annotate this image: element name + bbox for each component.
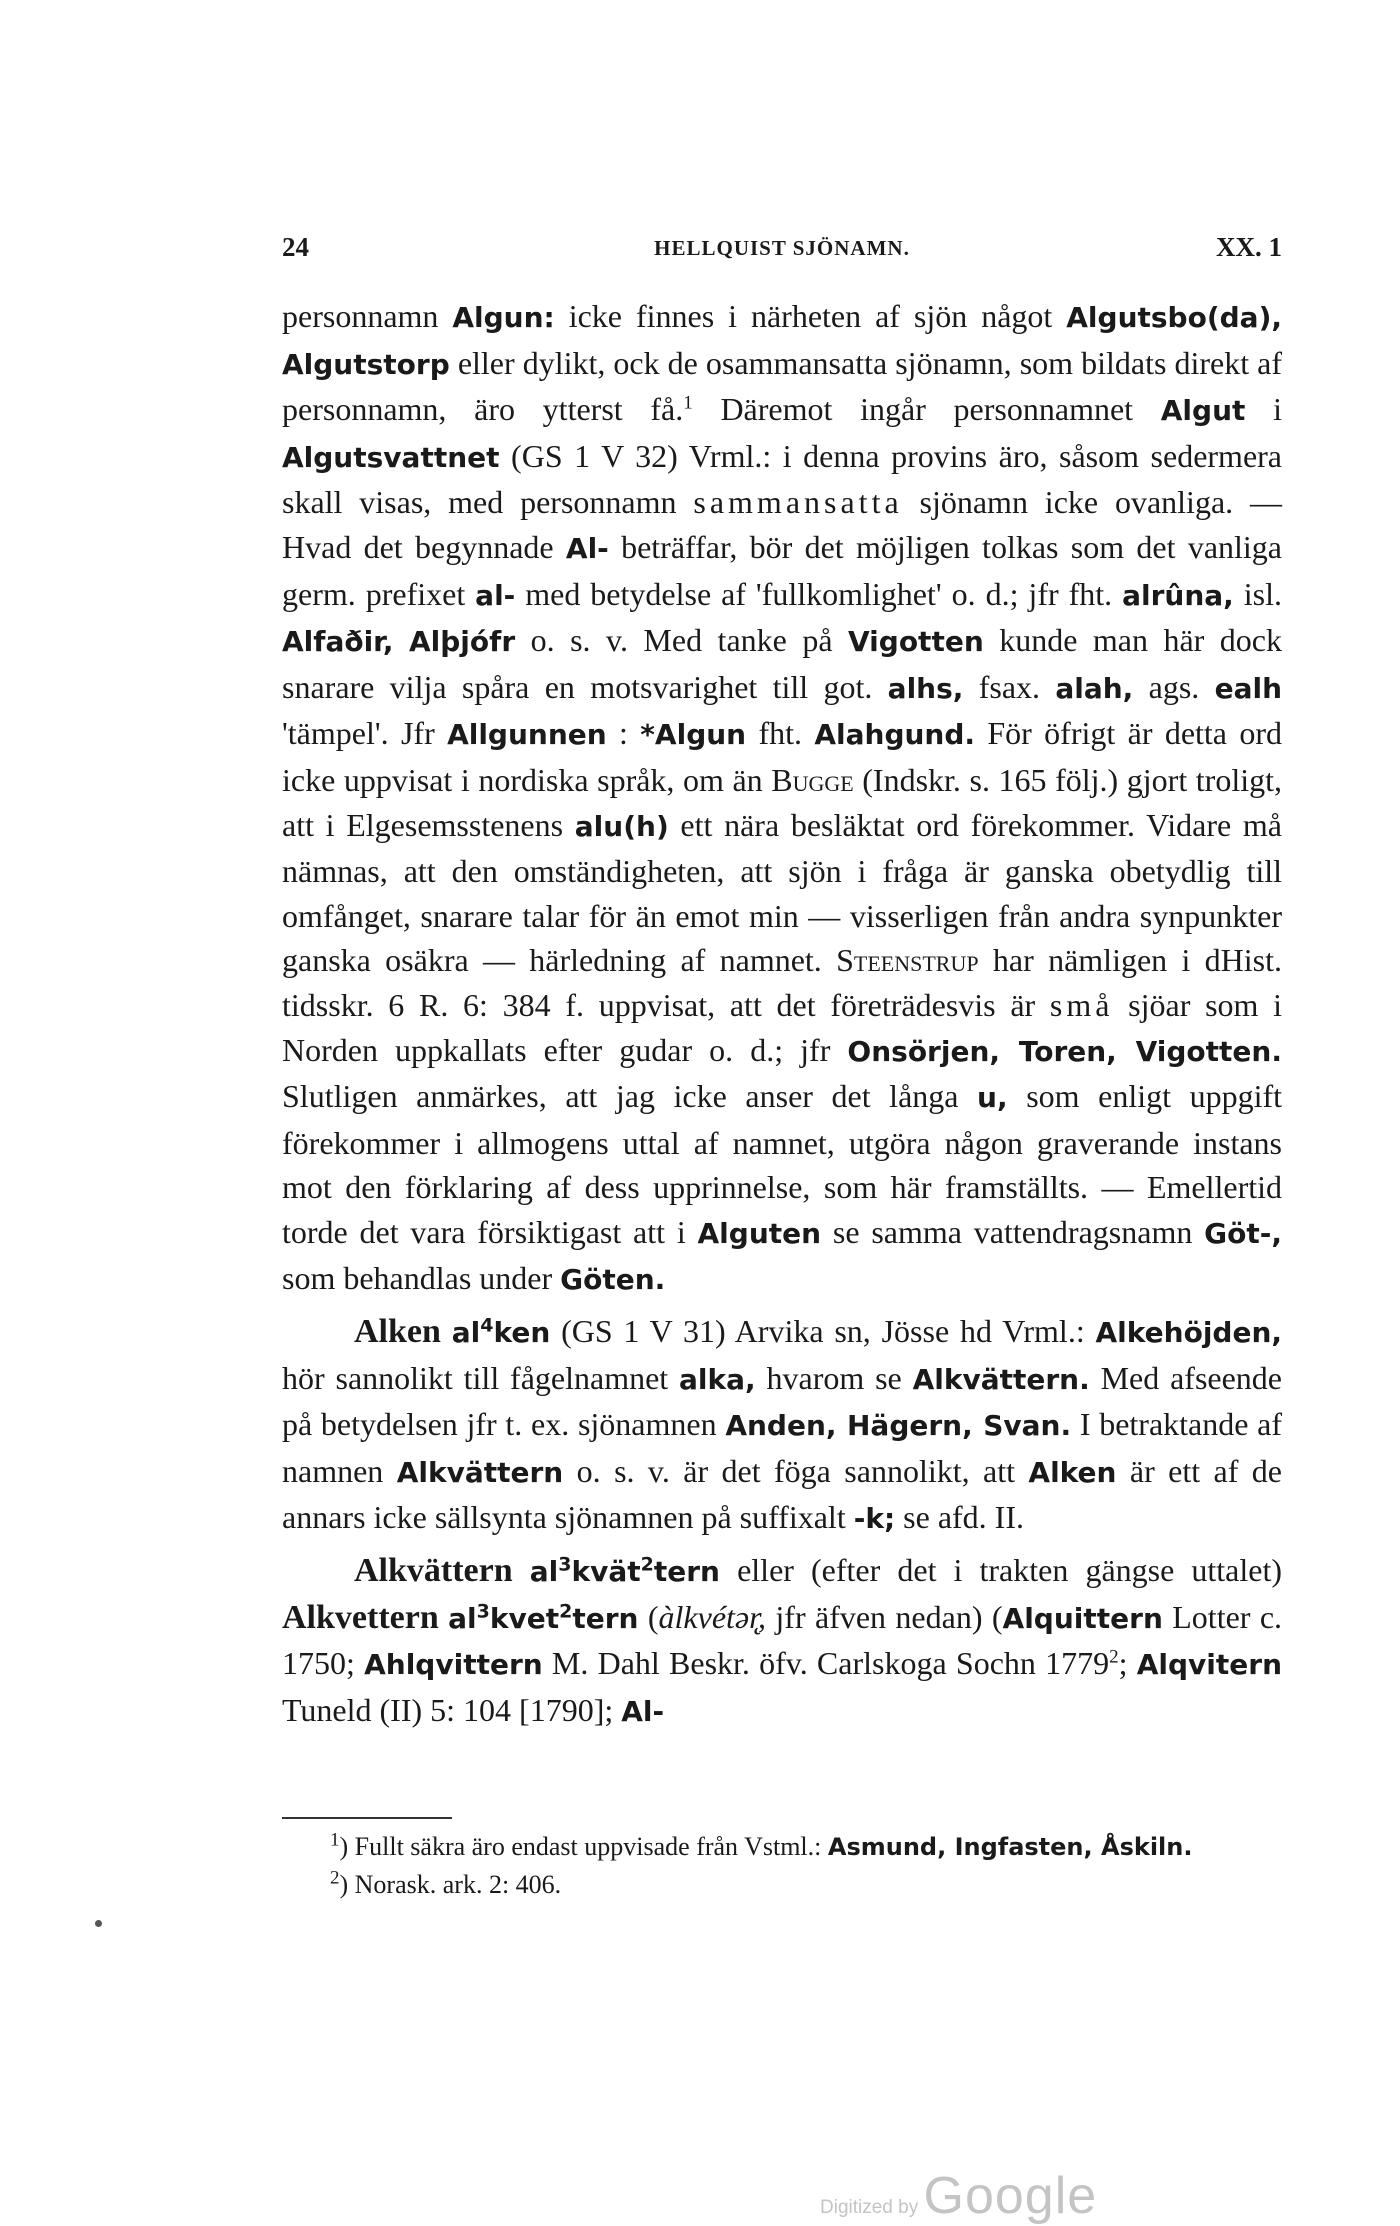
spaced-emphasis: sammansatta (693, 484, 903, 521)
footnote-ref: 1 (683, 392, 693, 414)
running-title: HELLQUIST SJÖNAMN. (654, 236, 910, 260)
footnote: $^2$) Norask. ark. 2: 406. (330, 1867, 562, 1899)
footnotes (282, 1828, 1282, 1904)
watermark-prefix: Digitized by (820, 2197, 924, 2218)
place-name: Alken (1028, 1455, 1117, 1489)
entry-alken: Alken $al^4ken$ (GS 1 V 31) Arvika sn, Jösse hd Vrml.: Alkehöjden, hör sannolikt till fågelnamnet alka, hvarom se Alkvättern. Med afseende på betydelsen jfr t. ex. sjönamnen Anden, Hägern, Svan. I betraktande af namnen Alkvättern o. s. v. är det föga sannolikt, att Alken är ett af de annars icke sällsynta sjönamnen på suffixalt -k; se afd. II. (282, 1313, 1283, 1536)
page-number: 24 (282, 232, 309, 262)
word-form: *Algun (640, 718, 747, 752)
google-logo: Google (923, 2167, 1098, 2225)
pronunciation: $al^3kvät^2tern$ (529, 1553, 720, 1589)
place-name: Alguten (697, 1216, 822, 1250)
place-name: Göten. (560, 1263, 666, 1297)
word-form: alhs, (887, 671, 964, 705)
word-form: alka, (679, 1362, 756, 1396)
entry-variant: Alkvettern (282, 1598, 439, 1636)
place-name: Onsörjen, Toren, Vigotten. (847, 1034, 1282, 1068)
margin-speck (95, 1920, 102, 1927)
place-name: Vigotten (848, 625, 984, 659)
entry-alkvattern: Alkvättern $al^3kvät^2tern$ eller (efter det i trakten gängse uttalet) Alkvettern $al^3kvet^2tern$ (àlkvétər̨, jfr äfven nedan) (Alquittern Lotter c. 1750; Ahlqvittern M. Dahl Beskr. öfv. Carlskoga Sochn 1779$^2$; Alqvitern Tuneld (II) 5: 104 [1790]; Al- (282, 1552, 1283, 1728)
section-number: XX. 1 (1216, 232, 1282, 262)
spaced-emphasis: små (1049, 986, 1114, 1023)
digitizer-watermark (820, 2166, 1097, 2226)
phonetic-transcription: àlkvétər̨, (658, 1598, 767, 1635)
place-name: Al- (565, 531, 609, 565)
historic-form: Alqvitern (1136, 1648, 1283, 1682)
pronunciation: $al^4ken$ (451, 1314, 551, 1350)
historic-form: Al- (621, 1694, 665, 1728)
place-name: Alkvättern. (912, 1362, 1090, 1396)
place-name: Algutsvattnet (282, 440, 500, 474)
word-form: -k; (853, 1502, 896, 1536)
word-form: Alahgund. (814, 718, 976, 752)
footnote-ref: 2 (1109, 1646, 1119, 1668)
paragraph-algun: personnamn Algun: icke finnes i närheten af sjön något Algutsbo(da), Algutstorp eller dylikt, ock de osammansatta sjönamn, som bildats direkt af personnamn, äro ytterst få.$^1$ Däremot ingår personnamnet Algut i Algutsvattnet (GS 1 V 32) Vrml.: i denna provins äro, såsom sedermera skall visas, med personnamn sammansatta sjönamn icke ovanliga. — Hvad det begynnade Al- beträffar, bör det möjligen tolkas som det vanliga germ. prefixet al- med betydelse af 'fullkomlighet' o. d.; jfr fht. alrûna, isl. Alfaðir, Alþjófr o. s. v. Med tanke på Vigotten kunde man här dock snarare vilja spåra en motsvarighet till got. alhs, fsax. alah, ags. ealh 'tämpel'. Jfr Allgunnen : *Algun fht. Alahgund. För öfrigt är detta ord icke uppvisat i nordiska språk, om än Bugge (Indskr. s. 165 följ.) gjort troligt, att i Elgesemsstenens alu(h) ett nära besläktat ord förekommer. Vidare må nämnas, att den omständigheten, att sjön i fråga är ganska obetydlig till omfånget, snarare talar för än emot min — visserligen från andra synpunkter ganska osäkra — härledning af namnet. Steenstrup har nämligen i dHist. tidsskr. 6 R. 6: 384 f. uppvisat, att det företrädesvis är små sjöar som i Norden uppkallats efter gudar o. d.; jfr Onsörjen, Toren, Vigotten. Slutligen anmärkes, att jag icke anser det långa u, som enligt uppgift förekommer i allmogens uttal af namnet, utgöra någon graverande instans mot den förklaring af dess upprinnelse, som här framställts. — Emellertid torde det vara försiktigast att i Alguten se samma vattendragsnamn Göt-, som behandlas under Göten. (282, 298, 1283, 1297)
word-form: u, (977, 1081, 1008, 1115)
entry-headword: Alken (354, 1313, 441, 1351)
place-name: Algun: (452, 301, 555, 334)
place-name: Alkvättern (396, 1455, 564, 1489)
author-name: Bugge (771, 761, 854, 798)
author-name: Steenstrup (836, 942, 979, 979)
place-name: Algut (1160, 394, 1246, 428)
place-name: Asmund, Ingfasten, Åskiln. (827, 1833, 1193, 1861)
pronunciation: $al^3kvet^2tern$ (448, 1600, 639, 1635)
word-form: Alfaðir, (282, 625, 394, 659)
entry-headword: Alkvättern (354, 1552, 513, 1590)
word-form: alah, (1055, 671, 1134, 705)
footnote-rule (282, 1817, 452, 1819)
word-form: Alþjófr (409, 625, 516, 659)
word-form: ealh (1214, 671, 1283, 705)
footnote: $^1$) Fullt säkra äro endast uppvisade från Vstml.: Asmund, Ingfasten, Åskiln. (330, 1829, 1193, 1861)
place-name: Algutstorp (282, 347, 450, 381)
word-form: alu(h) (574, 809, 669, 843)
historic-form: Ahlqvittern (364, 1648, 543, 1682)
running-header (282, 232, 1282, 272)
place-name: Algutsbo(da), (1066, 301, 1283, 334)
place-name: Alkehöjden, (1095, 1316, 1283, 1350)
word-form: Göt-, (1204, 1216, 1283, 1250)
word-form: alrûna, (1122, 578, 1234, 612)
place-name: Allgunnen (447, 718, 607, 752)
main-text (282, 294, 1282, 1734)
place-name: Anden, Hägern, Svan. (725, 1409, 1072, 1443)
historic-form: Alquittern (1002, 1601, 1163, 1635)
word-form: al- (475, 578, 516, 612)
